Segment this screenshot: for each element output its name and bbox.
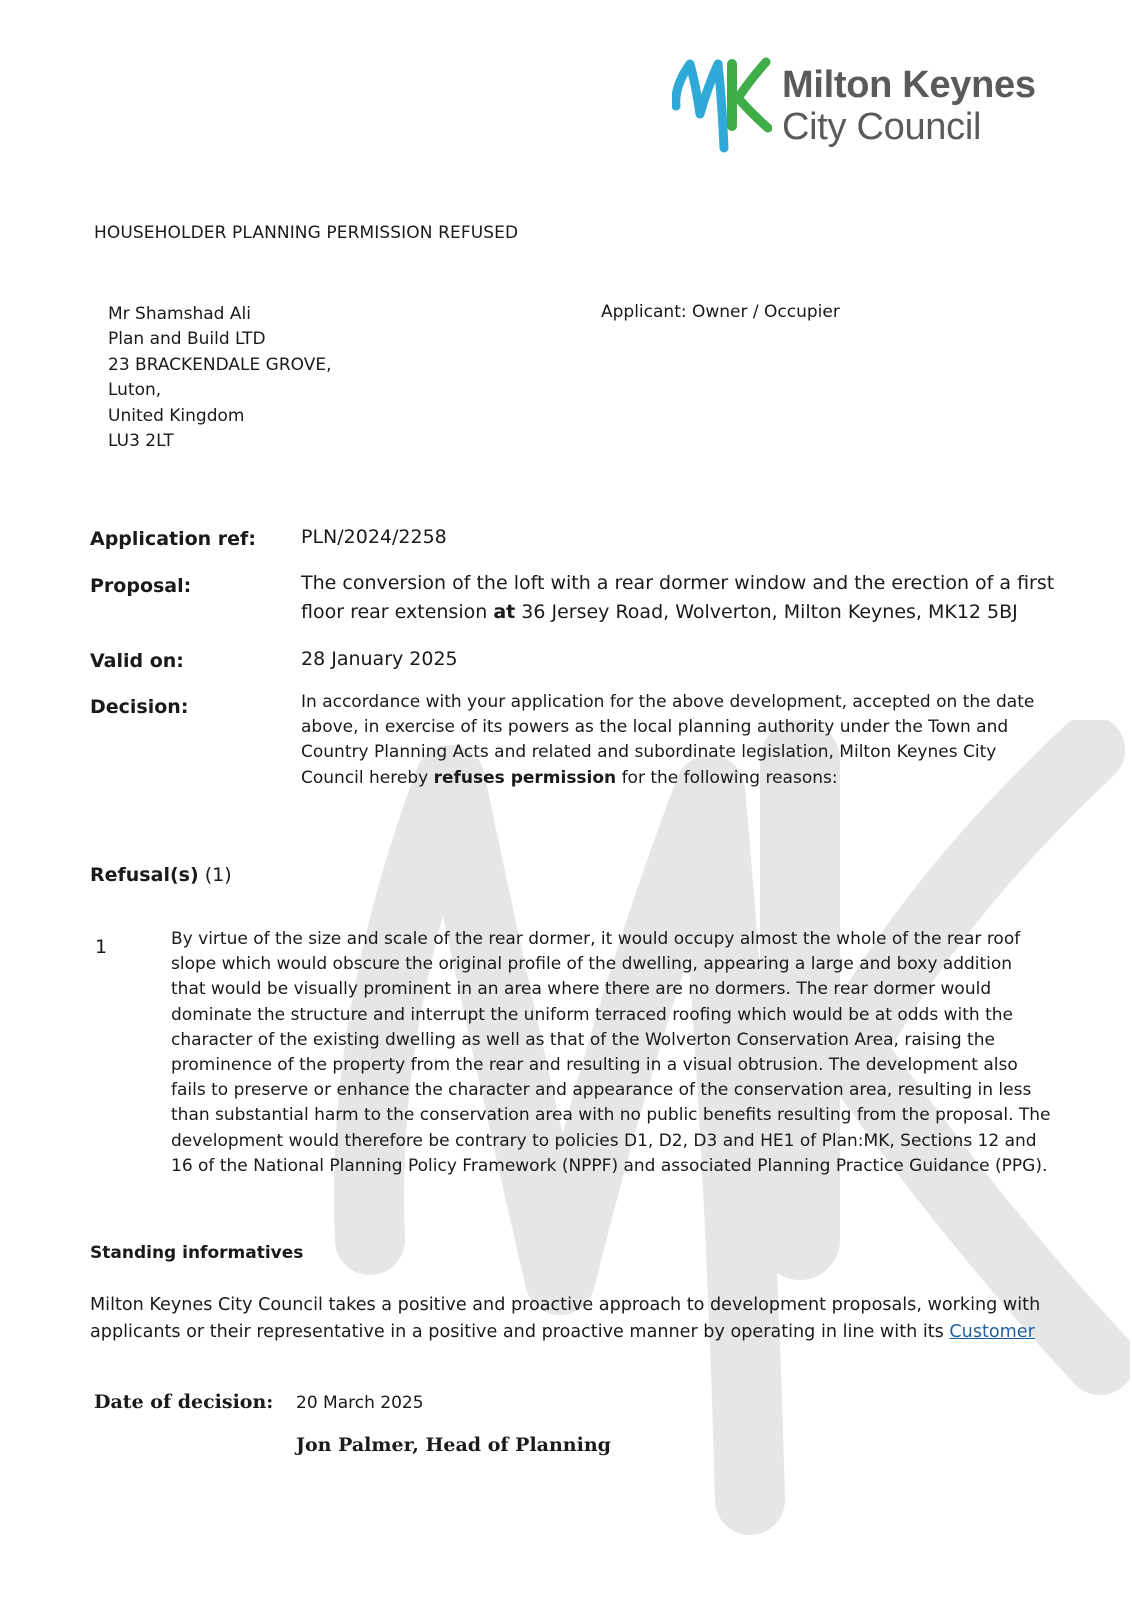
- council-name-line1: Milton Keynes: [782, 64, 1036, 106]
- address-line: Luton,: [108, 380, 162, 401]
- recipient-address: [108, 302, 332, 454]
- proposal-bold-word: at: [493, 601, 516, 623]
- council-name-line2: City Council: [782, 106, 982, 148]
- informatives-text: [90, 1292, 1050, 1346]
- refusal-reason-text: By virtue of the size and scale of the rear dormer, it would occupy almost the whole of the rear roof slope which would obscure the original profile of the dwelling, appearing a large and boxy addition that would be visually prominent in an area where there are no dormers. The rear dormer would dominate the structure and interrupt the uniform terraced roofing which would be at odds with the character of the existing dwelling as well as that of the Wolverton Conservation Area, raising the prominence of the property from the rear and resulting in a visual obtrusion. The development also fails to preserve or enhance the character and appearance of the conservation area, resulting in less than substantial harm to the conservation area with no public benefits resulting from the proposal. The development would therefore be contrary to policies D1, D2, D3 and HE1 of Plan:MK, Sections 12 and 16 of the National Planning Policy Framework (NPPF) and associated Planning Practice Guidance (PPG).: [171, 929, 1051, 1176]
- address-line: Mr Shamshad Ali: [108, 304, 251, 324]
- council-name: [782, 64, 1036, 148]
- valid-on-label: Valid on:: [90, 650, 184, 672]
- proposal-text-part: The conversion of the loft with a rear dormer window and the erection of a first floor rear extension: [301, 572, 1055, 623]
- date-of-decision-label: Date of decision:: [94, 1391, 274, 1413]
- customer-link[interactable]: Customer: [949, 1322, 1035, 1342]
- address-line: LU3 2LT: [108, 431, 174, 452]
- valid-on-value: 28 January 2025: [301, 648, 458, 670]
- decision-text-part: for the following reasons:: [616, 767, 838, 788]
- proposal-text-part: 36 Jersey Road, Wolverton, Milton Keynes, MK12 5BJ: [515, 601, 1018, 623]
- refusals-count: (1): [204, 864, 232, 886]
- proposal-text: [301, 569, 1061, 627]
- date-of-decision-value: 20 March 2025: [296, 1393, 424, 1413]
- informatives-body: Milton Keynes City Council takes a positive and proactive approach to development proposals, working with applicants or their representative in a positive and proactive manner by operating in line with its: [90, 1295, 1041, 1342]
- decision-text: [301, 690, 1051, 791]
- applicant-type: Applicant: Owner / Occupier: [601, 302, 840, 322]
- application-ref-value: PLN/2024/2258: [301, 526, 447, 548]
- decision-text-part: In accordance with your application for the above development, accepted on the date above, in exercise of its powers as the local planning authority under the Town and Country Planning Acts and related and subordinate legislation, Milton Keynes City Council hereby: [301, 692, 1035, 788]
- address-line: 23 BRACKENDALE GROVE,: [108, 354, 332, 375]
- mk-logo-icon: [672, 56, 772, 156]
- decision-bold: refuses permission: [433, 767, 617, 788]
- proposal-label: Proposal:: [90, 575, 192, 597]
- refusals-heading-label: Refusal(s): [90, 864, 199, 886]
- informatives-heading: Standing informatives: [90, 1243, 304, 1263]
- application-ref-label: Application ref:: [90, 528, 256, 550]
- address-line: United Kingdom: [108, 405, 245, 426]
- refusals-heading: [90, 864, 232, 886]
- decision-label: Decision:: [90, 696, 189, 718]
- refusal-number: 1: [95, 936, 108, 958]
- document-title: HOUSEHOLDER PLANNING PERMISSION REFUSED: [94, 223, 519, 243]
- council-logo: [672, 56, 1062, 156]
- address-line: Plan and Build LTD: [108, 329, 266, 350]
- signatory: Jon Palmer, Head of Planning: [296, 1434, 611, 1456]
